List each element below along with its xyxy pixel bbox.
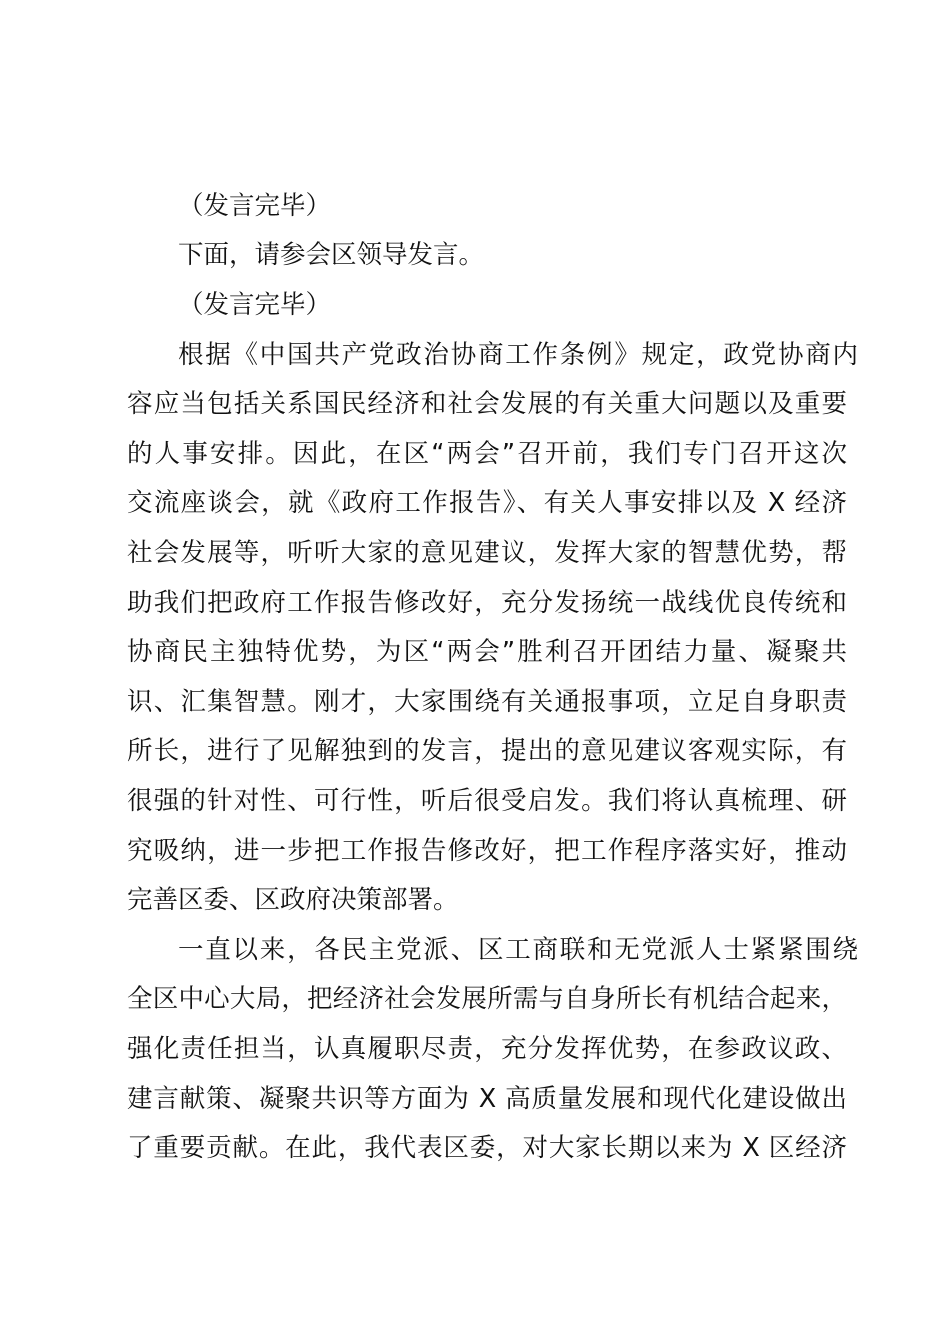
paragraph-2-line-2: 全区中心大局，把经济社会发展所需与自身所长有机结合起来， — [127, 984, 847, 1014]
paragraph-1-line-4: 交流座谈会，就《政府工作报告》、有关人事安排以及 X 经济 — [127, 488, 847, 518]
paragraph-1-line-3: 的人事安排。因此，在区“两会”召开前，我们专门召开这次 — [127, 439, 847, 469]
paragraph-2-line-5: 了重要贡献。在此，我代表区委，对大家长期以来为 X 区经济 — [127, 1133, 847, 1163]
paragraph-1-line-5: 社会发展等，听听大家的意见建议，发挥大家的智慧优势，帮 — [127, 538, 847, 568]
paragraph-1-line-7: 协商民主独特优势，为区“两会”胜利召开团结力量、凝聚共 — [127, 637, 847, 667]
paragraph-1-line-10: 很强的针对性、可行性，听后很受启发。我们将认真梳理、研 — [127, 786, 847, 816]
paragraph-1-line-8: 识、汇集智慧。刚才，大家围绕有关通报事项，立足自身职责 — [127, 687, 847, 717]
paragraph-2-line-3: 强化责任担当，认真履职尽责，充分发挥优势，在参政议政、 — [127, 1034, 847, 1064]
paragraph-1-line-12: 完善区委、区政府决策部署。 — [127, 885, 459, 915]
paragraph-1-line-9: 所长，进行了见解独到的发言，提出的意见建议客观实际，有 — [127, 736, 847, 766]
paragraph-1-line-6: 助我们把政府工作报告修改好，充分发扬统一战线优良传统和 — [127, 588, 847, 618]
invite-leader-line: 下面，请参会区领导发言。 — [178, 240, 485, 270]
speech-end-note-2: （发言完毕） — [178, 290, 332, 320]
paragraph-1-line-2: 容应当包括关系国民经济和社会发展的有关重大问题以及重要 — [127, 389, 847, 419]
speech-end-note-1: （发言完毕） — [178, 191, 332, 221]
paragraph-2-line-1: 一直以来，各民主党派、区工商联和无党派人士紧紧围绕 — [178, 935, 858, 965]
paragraph-2-line-4: 建言献策、凝聚共识等方面为 X 高质量发展和现代化建设做出 — [127, 1084, 847, 1114]
paragraph-1-line-11: 究吸纳，进一步把工作报告修改好，把工作程序落实好，推动 — [127, 836, 847, 866]
paragraph-1-line-1: 根据《中国共产党政治协商工作条例》规定，政党协商内 — [178, 340, 858, 370]
